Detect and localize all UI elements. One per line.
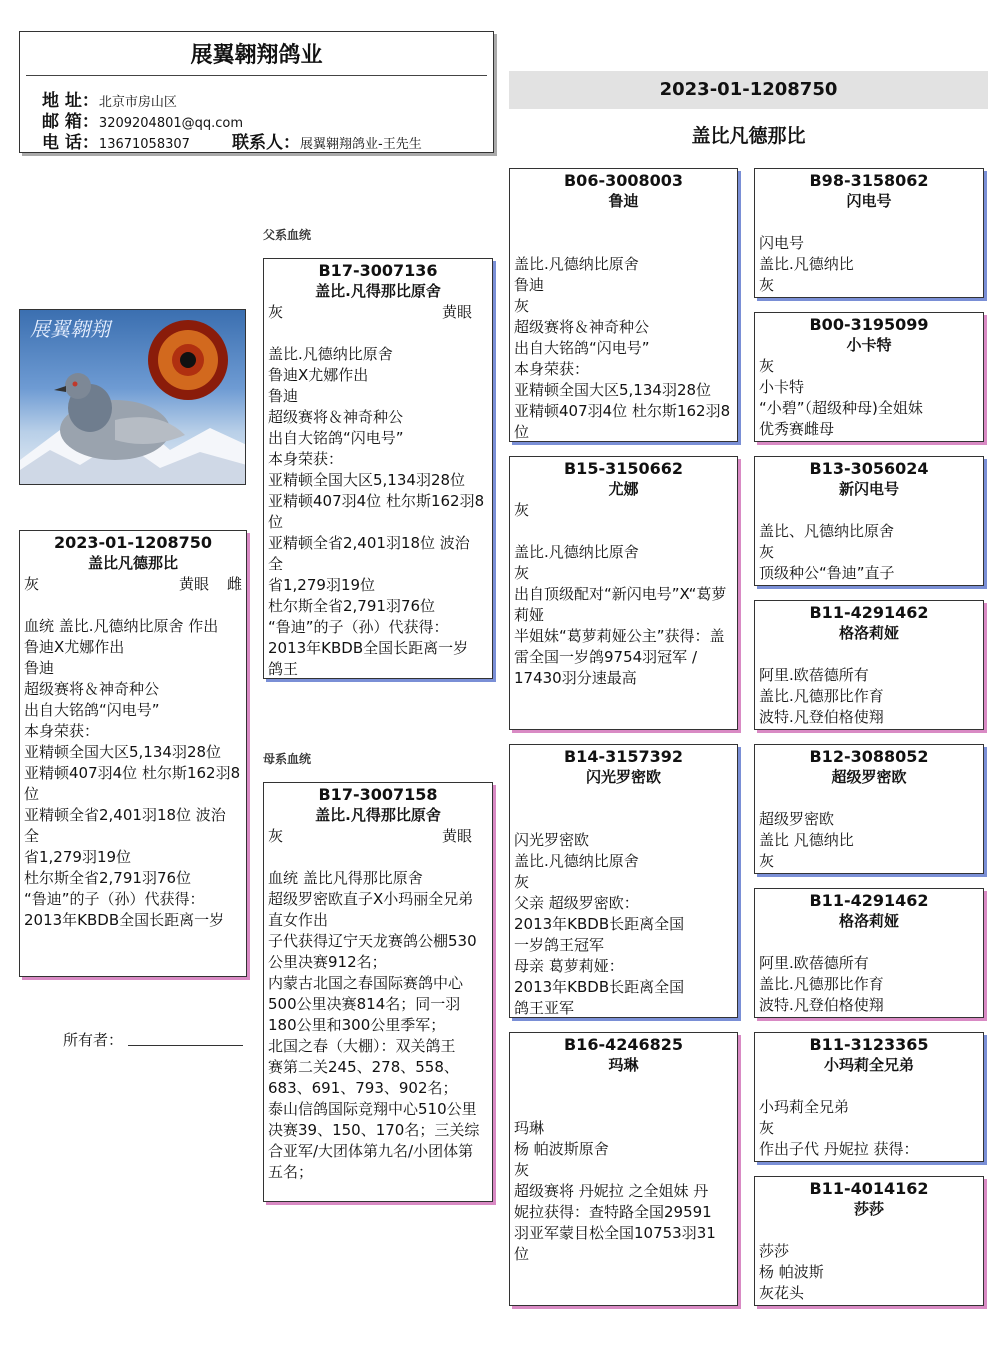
owner-label: 所有者：	[63, 1031, 124, 1049]
pigeon-photo	[19, 309, 246, 485]
ring-number: B11-3123365	[809, 1035, 929, 1054]
phone-line	[42, 128, 190, 153]
pigeon-name: 闪光罗密欧	[585, 768, 661, 786]
granddam-paternal-card	[509, 456, 738, 730]
contact-value: 展翼翱翔鸽业-王先生	[300, 137, 422, 152]
address-label: 地 址：	[42, 91, 99, 111]
subject-eye: 黄眼	[178, 575, 209, 593]
pigeon-description: 小玛莉全兄弟 灰 作出子代 丹妮拉 获得：	[759, 1098, 919, 1158]
breeder-header	[19, 31, 494, 153]
pigeon-description: 阿里.欧蓓德所有 盖比.凡德那比作育 波特.凡登伯格使翔	[759, 954, 884, 1014]
ring-number-bar: 2023-01-1208750	[509, 71, 988, 109]
ring-number: B12-3088052	[809, 747, 929, 766]
subject-sex: 雌	[226, 575, 242, 593]
sire-ring-number: B17-3007136	[318, 261, 438, 280]
gen4-card-8	[754, 1176, 984, 1306]
subject-color: 灰	[24, 575, 40, 593]
pigeon-name: 小玛莉全兄弟	[823, 1056, 914, 1074]
grandsire-paternal-card	[509, 168, 738, 442]
pigeon-description: 盖比.凡德纳比原舍 鲁迪 灰 超级赛将＆神奇种公 出自大铭鸽“闪电号” 本身荣获： 亚精顿全国大区5,134羽28位 亚精顿407羽4位 杜尔斯162羽8 位	[514, 255, 731, 441]
sire-name: 盖比.凡得那比原舍	[315, 282, 441, 300]
subject-name: 盖比凡德那比	[87, 554, 178, 572]
ring-number: B11-4291462	[809, 603, 929, 622]
grandsire-maternal-card	[509, 744, 738, 1018]
gen4-card-6	[754, 888, 984, 1018]
dam-card	[263, 782, 493, 1202]
email-value[interactable]: 3209204801@qq.com	[98, 116, 244, 131]
sire-description: 盖比.凡德纳比原舍 鲁迪X尤娜作出 鲁迪 超级赛将＆神奇种公 出自大铭鸽“闪电号” 本身荣获： 亚精顿全国大区5,134羽28位 亚精顿407羽4位 杜尔斯162羽8 位 亚精顿全省2,401羽18位 波治 全 省1,279羽19位 杜尔斯全省2,791羽76位 “鲁迪”的子（孙）代获得： 2013年KBDB全国长距离一岁 鸽王	[268, 345, 485, 678]
dam-ring-number: B17-3007158	[318, 785, 438, 804]
subject-attributes	[20, 574, 246, 595]
ring-number: B15-3150662	[563, 459, 684, 478]
pigeon-name: 鲁迪	[608, 192, 639, 210]
pigeon-name: 莎莎	[853, 1200, 884, 1218]
dam-color: 灰	[268, 827, 284, 845]
pigeon-description: 灰 小卡特 “小碧”（超级种母)全姐妹 优秀赛雌母	[759, 357, 923, 438]
sire-attributes	[264, 302, 492, 323]
ring-number: B11-4014162	[809, 1179, 929, 1198]
gen4-card-1	[754, 168, 984, 298]
dam-name: 盖比.凡得那比原舍	[315, 806, 441, 824]
sire-line-label: 父系血统	[263, 228, 312, 242]
dam-eye: 黄眼	[441, 827, 472, 845]
pigeon-description: 闪电号 盖比.凡德纳比 灰	[759, 234, 854, 294]
contact-label: 联系人：	[232, 133, 300, 153]
ring-number: B06-3008003	[563, 171, 684, 190]
sire-card	[263, 258, 493, 679]
svg-text:展翼翱翔: 展翼翱翔	[30, 317, 110, 341]
dam-attributes	[264, 826, 492, 847]
address-value: 北京市房山区	[98, 95, 177, 110]
pigeon-name: 小卡特	[846, 336, 892, 354]
subject-description: 血统 盖比.凡德纳比原舍 作出 鲁迪X尤娜作出 鲁迪 超级赛将＆神奇种公 出自大铭鸽“闪电号” 本身荣获： 亚精顿全国大区5,134羽28位 亚精顿407羽4位 杜尔斯162羽8 位 亚精顿全省2,401羽18位 波治 全 省1,279羽19位 杜尔斯全省2,791羽76位 “鲁迪”的子（孙）代获得： 2013年KBDB全国长距离一岁	[24, 617, 241, 929]
pigeon-name: 超级罗密欧	[831, 768, 907, 786]
ring-number: B14-3157392	[563, 747, 684, 766]
pigeon-description: 闪光罗密欧 盖比.凡德纳比原舍 灰 父亲 超级罗密欧： 2013年KBDB长距离全国 一岁鸽王冠军 母亲 葛萝莉娅： 2013年KBDB长距离全国 鸽王亚军	[514, 831, 685, 1017]
subject-card	[19, 530, 247, 977]
pigeon-description: 阿里.欧蓓德所有 盖比.凡德那比作育 波特.凡登伯格使翔	[759, 666, 884, 726]
sire-eye: 黄眼	[441, 303, 472, 321]
phone-value: 13671058307	[98, 137, 190, 152]
sire-color: 灰	[268, 303, 284, 321]
pigeon-description: 灰 盖比.凡德纳比原舍 灰 出自顶级配对“新闪电号”X“葛萝 莉娅 半姐妹“葛萝莉娅公主”获得：盖 雷全国一岁鸽9754羽冠军 / 17430羽分速最高	[514, 501, 727, 687]
ring-number: B00-3195099	[809, 315, 929, 334]
email-label: 邮 箱：	[42, 112, 99, 132]
dam-description: 血统 盖比凡得那比原舍 超级罗密欧直子X小玛丽全兄弟 直女作出 子代获得辽宁天龙赛鸽公棚530 公里决赛912名； 内蒙古北国之春国际赛鸽中心 500公里决赛814名；同一羽 180公里和300公里季军； 北国之春（大棚）：双关鸽王 赛第二关245、278、558、 683、691、793、902名； 泰山信鸽国际竞翔中心510公里 决赛39、150、170名；三关综 合亚军/大团体第九名/小团体第 五名；	[268, 869, 480, 1181]
gen4-card-3	[754, 456, 984, 586]
dam-line-label: 母系血统	[263, 752, 312, 766]
contact-line	[232, 128, 422, 153]
ring-number: B11-4291462	[809, 891, 929, 910]
owner-signature-line[interactable]	[128, 1045, 243, 1046]
pigeon-description: 玛琳 杨 帕波斯原舍 灰 超级赛将 丹妮拉 之全姐妹 丹 妮拉获得：查特路全国29591 羽亚军蒙目松全国10753羽31 位	[514, 1119, 716, 1263]
ring-number: B16-4246825	[563, 1035, 684, 1054]
phone-label: 电 话：	[42, 133, 99, 153]
ring-number: B13-3056024	[809, 459, 929, 478]
pigeon-description: 盖比、凡德纳比原舍 灰 顶级种公“鲁迪”直子	[759, 522, 895, 582]
granddam-maternal-card	[509, 1032, 738, 1306]
pigeon-name: 玛琳	[608, 1056, 639, 1074]
pigeon-description: 莎莎 杨 帕波斯 灰花头	[759, 1242, 824, 1302]
pigeon-name: 格洛莉娅	[838, 624, 899, 642]
pigeon-name: 新闪电号	[838, 480, 899, 498]
pigeon-name-title: 盖比凡德那比	[691, 125, 806, 147]
gen4-card-4	[754, 600, 984, 730]
pigeon-illustration	[20, 310, 246, 485]
pigeon-description: 超级罗密欧 盖比 凡德纳比 灰	[759, 810, 854, 870]
pigeon-name: 格洛莉娅	[838, 912, 899, 930]
ring-number: B98-3158062	[809, 171, 929, 190]
gen4-card-5	[754, 744, 984, 874]
subject-ring-number: 2023-01-1208750	[53, 533, 212, 552]
pigeon-name: 尤娜	[608, 480, 639, 498]
gen4-card-7	[754, 1032, 984, 1162]
company-title: 展翼翱翔鸽业	[190, 43, 323, 68]
gen4-card-2	[754, 312, 984, 442]
header-divider	[26, 75, 487, 76]
pigeon-name: 闪电号	[846, 192, 892, 210]
